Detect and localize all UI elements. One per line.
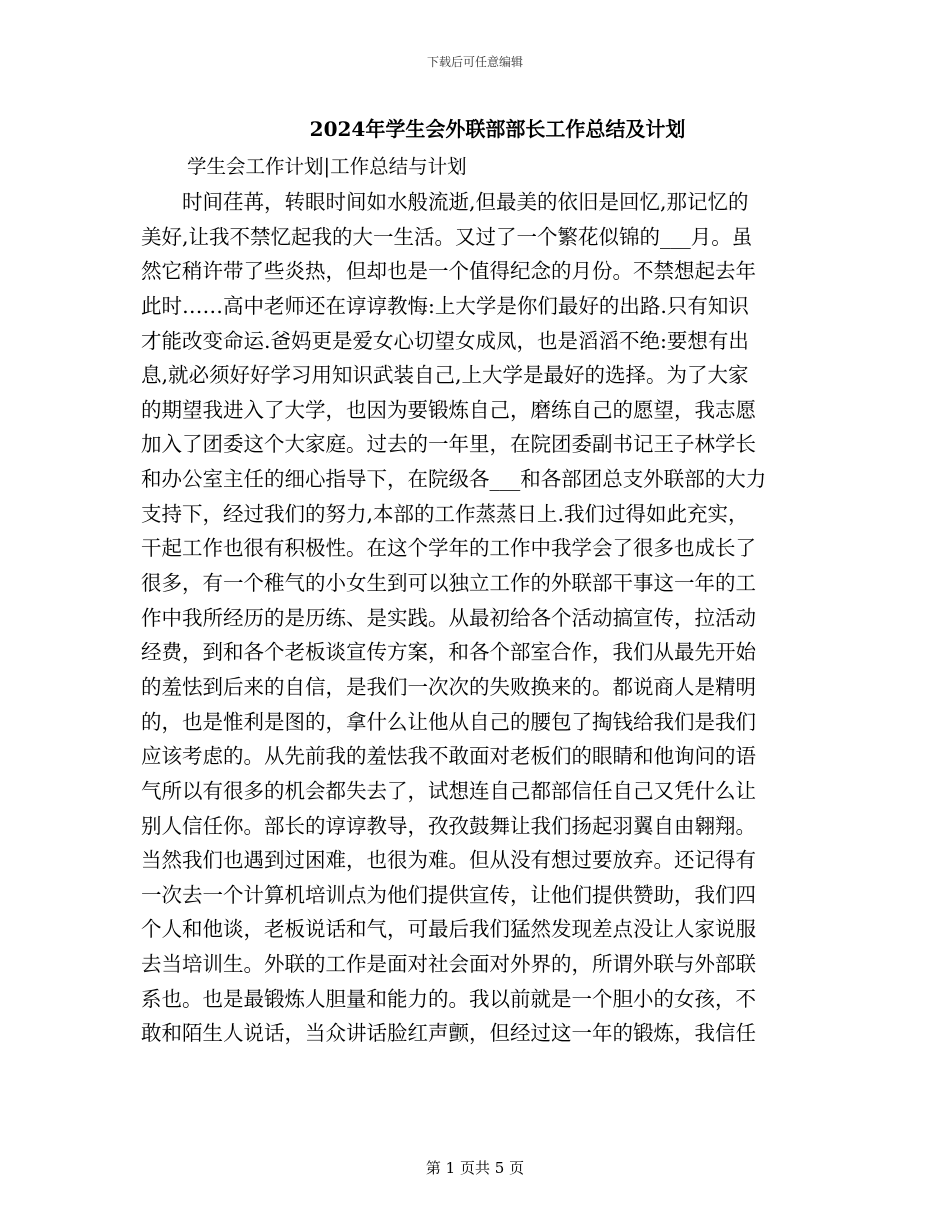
document-body <box>141 185 811 1051</box>
body-line: 才能改变命运.爸妈更是爱女心切望女成凤，也是滔滔不绝:要想有出 <box>141 328 749 353</box>
body-line: 应该考虑的。从先前我的羞怯我不敢面对老板们的眼睛和他询问的语 <box>141 744 756 769</box>
document-title: 2024年学生会外联部部长工作总结及计划 <box>309 117 686 141</box>
body-line: 的，也是惟利是图的，拿什么让他从自己的腰包了掏钱给我们是我们 <box>141 709 756 734</box>
body-line: 此时……高中老师还在谆谆教悔:上大学是你们最好的出路.只有知识 <box>141 293 749 318</box>
document-subtitle: 学生会工作计划|工作总结与计划 <box>187 155 467 178</box>
body-line: 作中我所经历的是历练、是实践。从最初给各个活动搞宣传，拉活动 <box>141 605 756 630</box>
body-line: 加入了团委这个大家庭。过去的一年里，在院团委副书记王子林学长 <box>141 432 756 457</box>
body-line: 和办公室主任的细心指导下，在院级各___和各部团总支外联部的大力 <box>141 467 767 492</box>
body-line: 气所以有很多的机会都失去了，试想连自己都部信任自己又凭什么让 <box>141 778 756 803</box>
body-line: 敢和陌生人说话，当众讲话脸红声颤，但经过这一年的锻炼，我信任 <box>141 1021 756 1046</box>
body-line: 很多，有一个稚气的小女生到可以独立工作的外联部干事这一年的工 <box>141 571 756 596</box>
page-number-footer: 第 1 页共 5 页 <box>425 1159 525 1177</box>
body-line: 支持下，经过我们的努力,本部的工作蒸蒸日上.我们过得如此充实， <box>141 501 749 526</box>
body-line: 当然我们也遇到过困难，也很为难。但从没有想过要放弃。还记得有 <box>141 848 756 873</box>
body-line: 息,就必须好好学习用知识武装自己,上大学是最好的选择。为了大家 <box>141 363 749 388</box>
body-line: 然它稍许带了些炎热，但却也是一个值得纪念的月份。不禁想起去年 <box>141 259 756 284</box>
body-line: 别人信任你。部长的谆谆教导，孜孜鼓舞让我们扬起羽翼自由翱翔。 <box>141 813 756 838</box>
body-line: 美好,让我不禁忆起我的大一生活。又过了一个繁花似锦的___月。虽 <box>141 224 753 249</box>
header-note: 下载后可任意编辑 <box>426 55 523 69</box>
body-line: 去当培训生。外联的工作是面对社会面对外界的，所谓外联与外部联 <box>141 952 756 977</box>
body-line: 时间荏苒，转眼时间如水般流逝,但最美的依旧是回忆,那记忆的 <box>141 190 749 214</box>
body-line: 的期望我进入了大学，也因为要锻炼自己，磨练自己的愿望，我志愿 <box>141 397 756 422</box>
body-line: 干起工作也很有积极性。在这个学年的工作中我学会了很多也成长了 <box>141 536 756 561</box>
body-line: 系也。也是最锻炼人胆量和能力的。我以前就是一个胆小的女孩，不 <box>141 986 756 1011</box>
body-line: 个人和他谈，老板说话和气，可最后我们猛然发现差点没让人家说服 <box>141 917 756 942</box>
body-line: 的羞怯到后来的自信，是我们一次次的失败换来的。都说商人是精明 <box>141 674 756 699</box>
body-line: 一次去一个计算机培训点为他们提供宣传，让他们提供赞助，我们四 <box>141 882 756 907</box>
body-line: 经费，到和各个老板谈宣传方案，和各个部室合作，我们从最先开始 <box>141 640 756 665</box>
